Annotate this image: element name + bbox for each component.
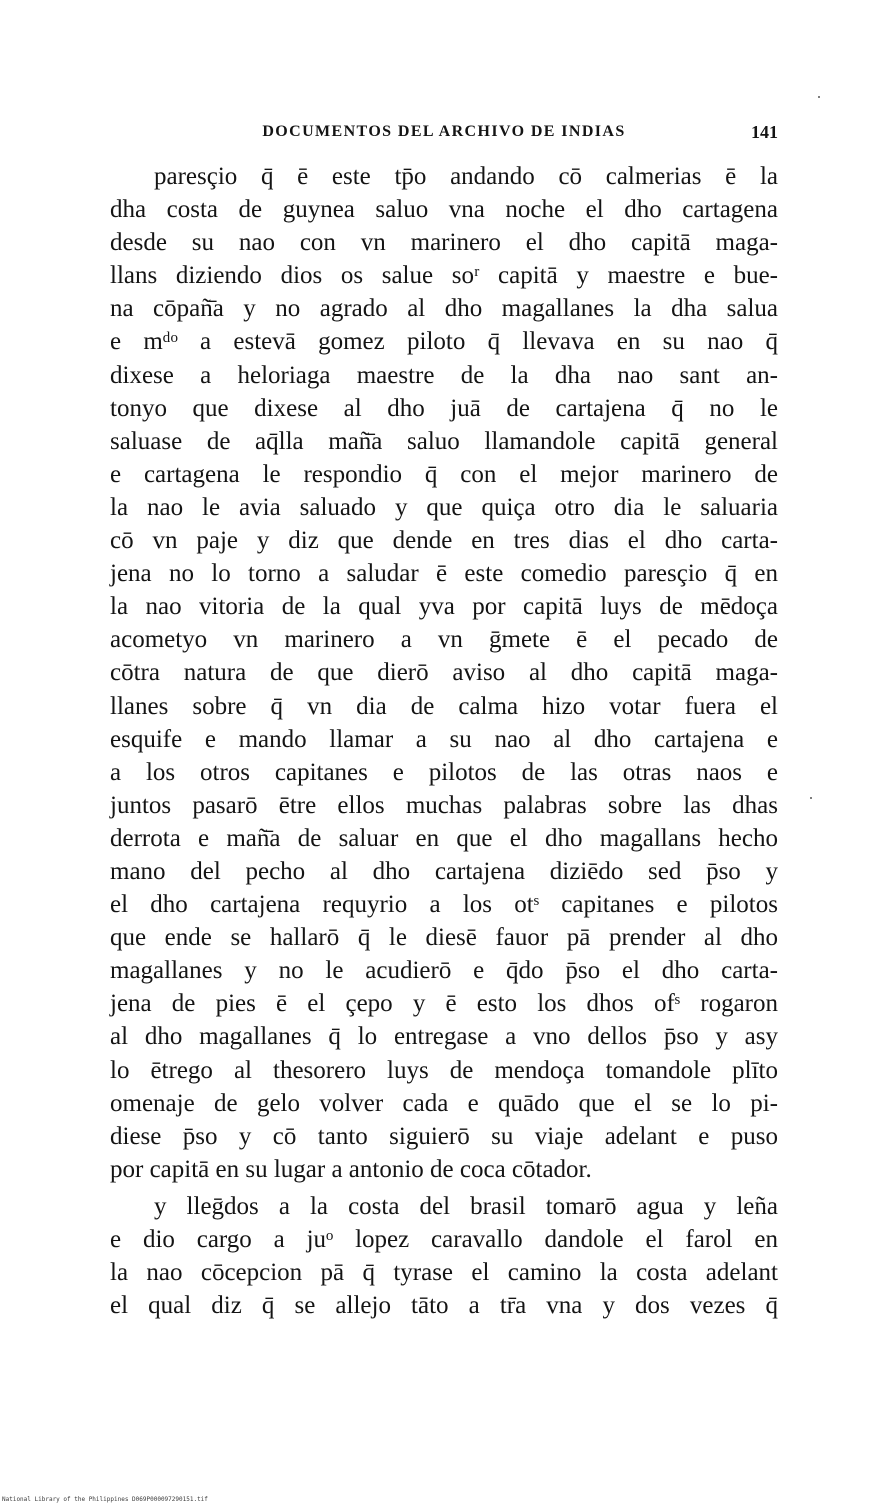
text-line: jena no lo torno a saludar ē este comedio paresçio q̄ en bbox=[110, 560, 778, 588]
text-line: la nao vitoria de la qual yva por capitā luys de mēdoça bbox=[110, 593, 778, 621]
text-line: juntos pasarō ētre ellos muchas palabras sobre las dhas bbox=[110, 791, 778, 819]
text-line: dixese a heloriaga maestre de la dha nao sant an- bbox=[110, 361, 778, 389]
text-line: y lleḡdos a la costa del brasil tomarō agua y leña bbox=[154, 1192, 778, 1220]
text-line: desde su nao con vn marinero el dho capitā maga- bbox=[110, 229, 778, 257]
text-line: cō vn paje y diz que dende en tres dias el dho carta- bbox=[110, 527, 778, 555]
text-line: e mᵈᵒ a estevā gomez piloto q̄ llevava en su nao q̄ bbox=[110, 328, 778, 356]
text-line: el dho cartajena requyrio a los otˢ capitanes e pilotos bbox=[110, 891, 778, 919]
text-line: al dho magallanes q̄ lo entregase a vno dellos p̄so y asy bbox=[110, 1023, 778, 1051]
text-line: e cartagena le respondio q̄ con el mejor marinero de bbox=[110, 460, 778, 488]
text-line: acometyo vn marinero a vn ḡmete ē el pecado de bbox=[110, 626, 778, 654]
text-line: llanes sobre q̄ vn dia de calma hizo votar fuera el bbox=[110, 692, 778, 720]
running-head bbox=[110, 120, 778, 144]
text-line: na cōpañ̄a y no agrado al dho magallanes la dha salua bbox=[110, 295, 778, 323]
text-line: mano del pecho al dho cartajena diziēdo sed p̄so y bbox=[110, 857, 778, 885]
text-line: esquife e mando llamar a su nao al dho cartajena e bbox=[110, 725, 778, 753]
text-line: diese p̄so y cō tanto siguierō su viaje adelant e puso bbox=[110, 1122, 778, 1150]
text-line: llans diziendo dios os salue soʳ capitā y maestre e bue- bbox=[110, 262, 778, 290]
scan-speck bbox=[810, 797, 812, 799]
text-line: jena de pies ē el çepo y ē esto los dhos ofˢ rogaron bbox=[110, 990, 778, 1018]
text-line: derrota e mañ̄a de saluar en que el dho magallans hecho bbox=[110, 824, 778, 852]
text-line: dha costa de guynea saluo vna noche el dho cartagena bbox=[110, 196, 778, 224]
text-line: por capitā en su lugar a antonio de coca cōtador. bbox=[110, 1155, 592, 1183]
text-line: cōtra natura de que dierō aviso al dho capitā maga- bbox=[110, 659, 778, 687]
text-line: la nao cōcepcion pā q̄ tyrase el camino la costa adelant bbox=[110, 1259, 778, 1287]
running-title: DOCUMENTOS DEL ARCHIVO DE INDIAS bbox=[262, 123, 626, 140]
text-line: magallanes y no le acudierō e q̄do p̄so el dho carta- bbox=[110, 957, 778, 985]
scan-speck bbox=[818, 96, 820, 98]
text-line: e dio cargo a juᵒ lopez caravallo dandole el farol en bbox=[110, 1226, 778, 1253]
scan-credit: National Library of the Philippines D069P000097290151.tif bbox=[2, 1496, 208, 1503]
text-line: paresçio q̄ ē este tp̄o andando cō calmerias ē la bbox=[154, 163, 778, 190]
page-number: 141 bbox=[751, 122, 778, 142]
text-line: la nao le avia saluado y que quiça otro dia le saluaria bbox=[110, 493, 778, 521]
body-text bbox=[110, 160, 778, 1322]
text-line: saluase de aq̄lla mañ̄a saluo llamandole capitā general bbox=[110, 427, 778, 455]
text-line: que ende se hallarō q̄ le diesē fauor pā prender al dho bbox=[110, 924, 778, 952]
text-line: omenaje de gelo volver cada e quādo que el se lo pi- bbox=[110, 1089, 778, 1117]
text-line: el qual diz q̄ se allejo tāto a tr̄a vna y dos vezes q̄ bbox=[110, 1292, 778, 1320]
text-line: tonyo que dixese al dho juā de cartajena q̄ no le bbox=[110, 394, 778, 422]
text-line: lo ētrego al thesorero luys de mendoça tomandole plīto bbox=[110, 1056, 778, 1084]
text-line: a los otros capitanes e pilotos de las otras naos e bbox=[110, 758, 778, 786]
